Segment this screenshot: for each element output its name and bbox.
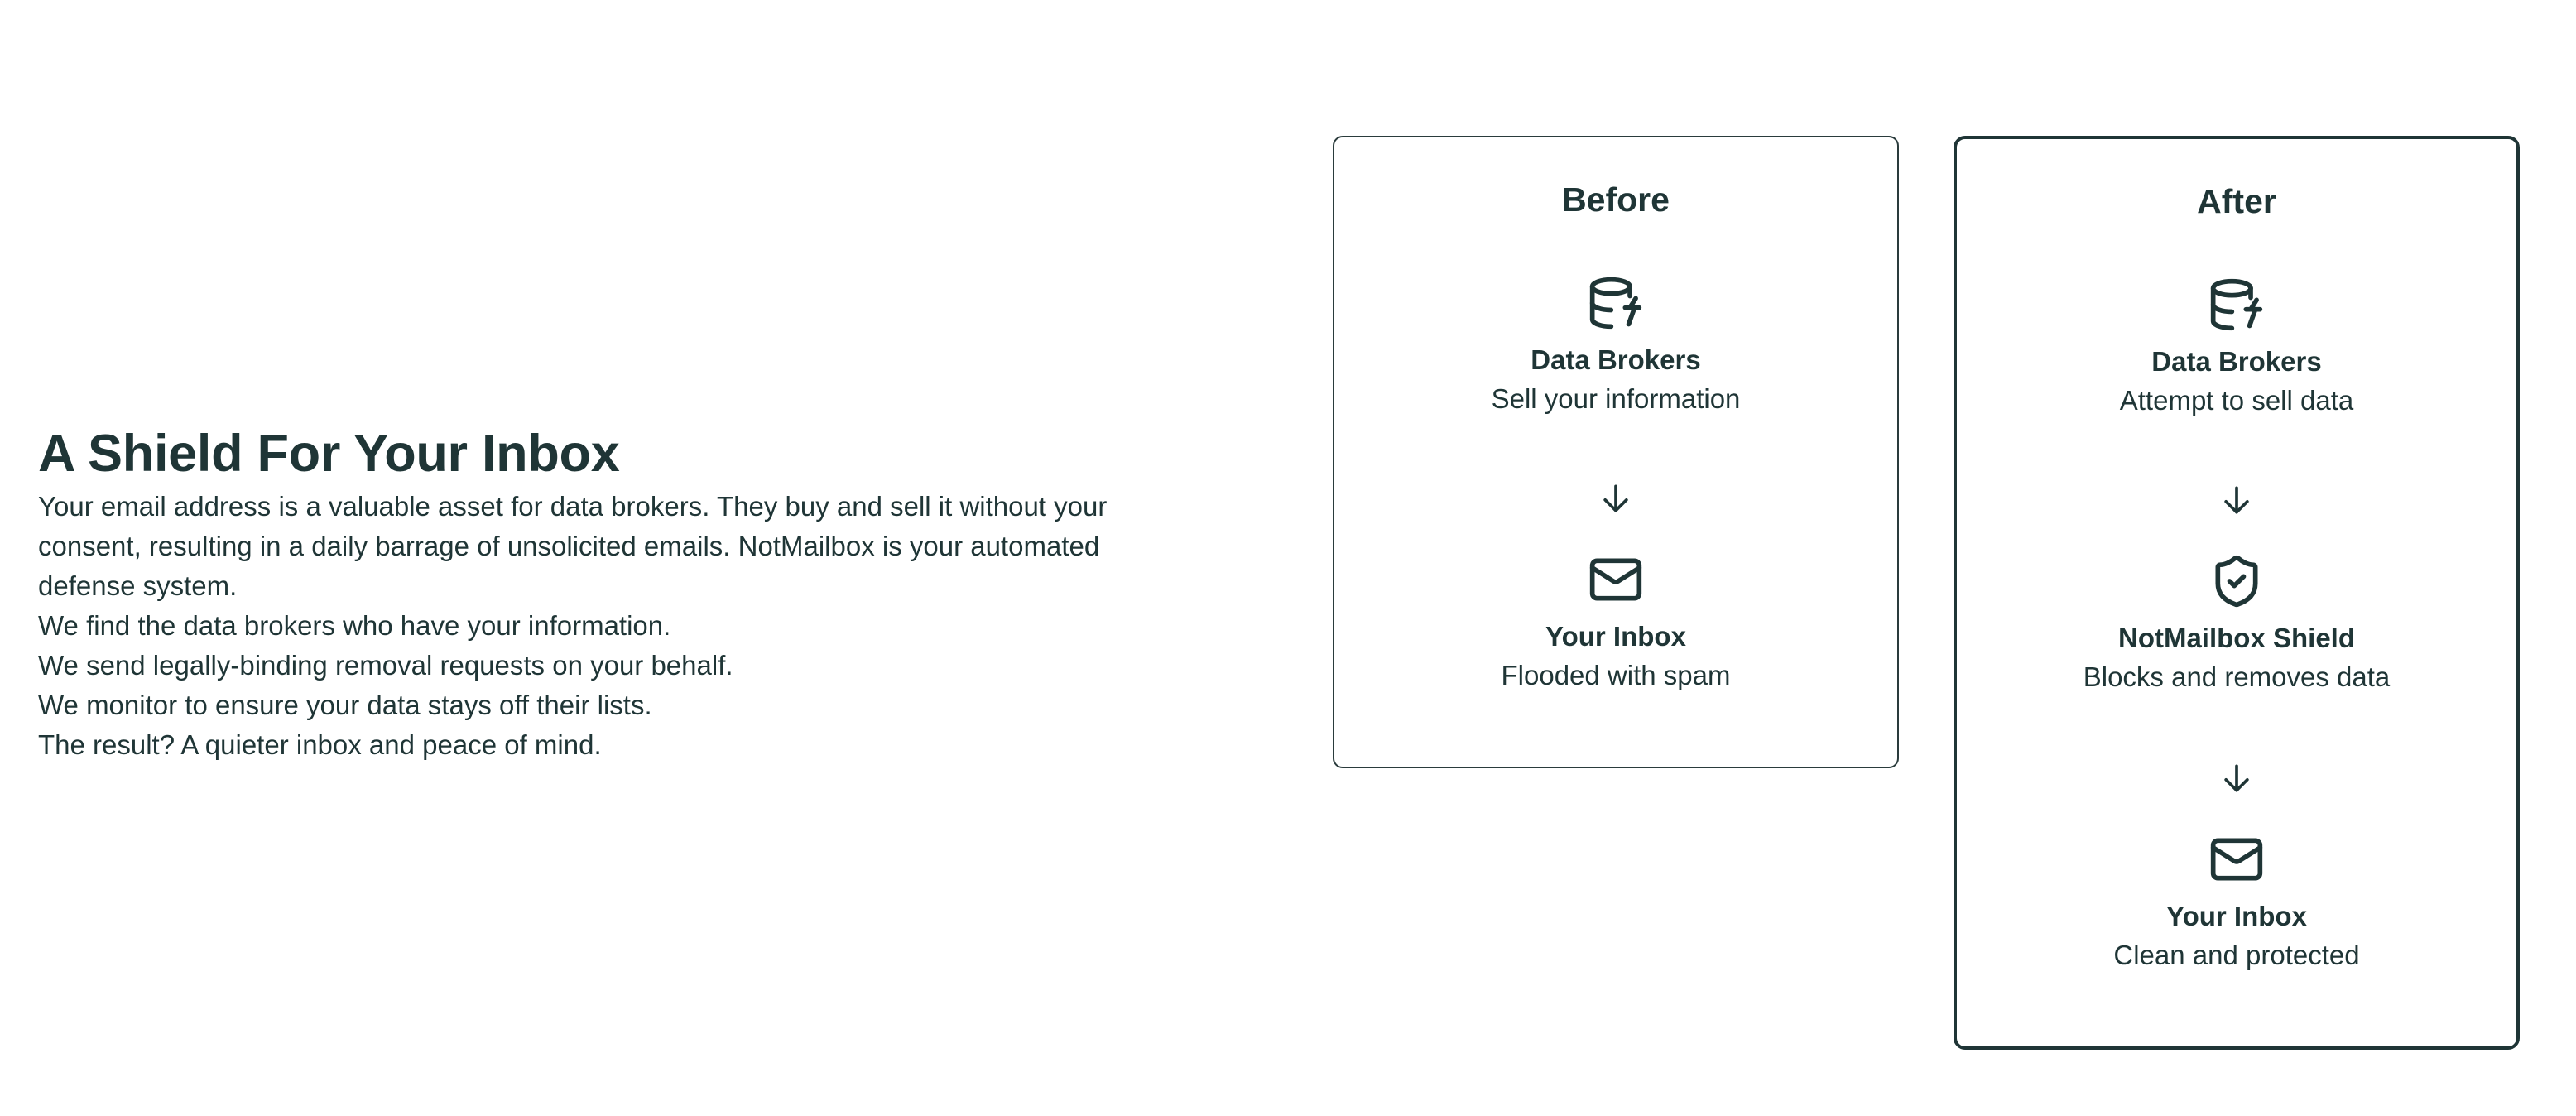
after-step-inbox (1957, 831, 2516, 975)
step-description: Attempt to sell data (2119, 385, 2354, 416)
step-description: Blocks and removes data (2083, 661, 2391, 692)
benefit-list (38, 606, 1180, 765)
database-zap-icon (1588, 275, 1644, 331)
step-title: Data Brokers (2151, 346, 2322, 377)
mail-icon (1588, 551, 1644, 608)
after-card-title: After (2197, 182, 2276, 220)
benefit-item: We monitor to ensure your data stays off their lists. (38, 690, 652, 720)
step-title: Your Inbox (1545, 621, 1686, 652)
arrow-down-icon (1598, 480, 1634, 517)
hero-section (38, 421, 1180, 765)
step-title: Data Brokers (1531, 344, 1701, 375)
mail-icon (2208, 831, 2265, 888)
after-step-data-brokers (1957, 277, 2516, 421)
before-card (1333, 136, 1899, 768)
benefit-item: The result? A quieter inbox and peace of mind. (38, 729, 602, 760)
before-step-data-brokers (1334, 275, 1897, 419)
benefit-item: We find the data brokers who have your information. (38, 610, 671, 641)
step-description: Clean and protected (2113, 940, 2360, 970)
benefit-item: We send legally-binding removal requests on your behalf. (38, 650, 733, 681)
hero-intro: Your email address is a valuable asset for data brokers. They buy and sell it without your consent, resulting in a daily barrage of unsolicited emails. NotMailbox is your automated defense system. (38, 491, 1108, 601)
step-description: Flooded with spam (1501, 660, 1731, 690)
before-card-title: Before (1562, 180, 1670, 219)
after-step-shield (1957, 553, 2516, 697)
step-title: NotMailbox Shield (2117, 623, 2355, 653)
arrow-down-icon (2218, 482, 2255, 518)
database-zap-icon (2208, 277, 2265, 333)
shield-check-icon (2208, 553, 2265, 609)
hero-headline: A Shield For Your Inbox (38, 425, 620, 483)
after-card (1954, 136, 2520, 1050)
arrow-down-icon (2218, 760, 2255, 796)
step-description: Sell your information (1491, 383, 1741, 414)
before-step-inbox (1334, 551, 1897, 695)
step-title: Your Inbox (2166, 901, 2307, 931)
